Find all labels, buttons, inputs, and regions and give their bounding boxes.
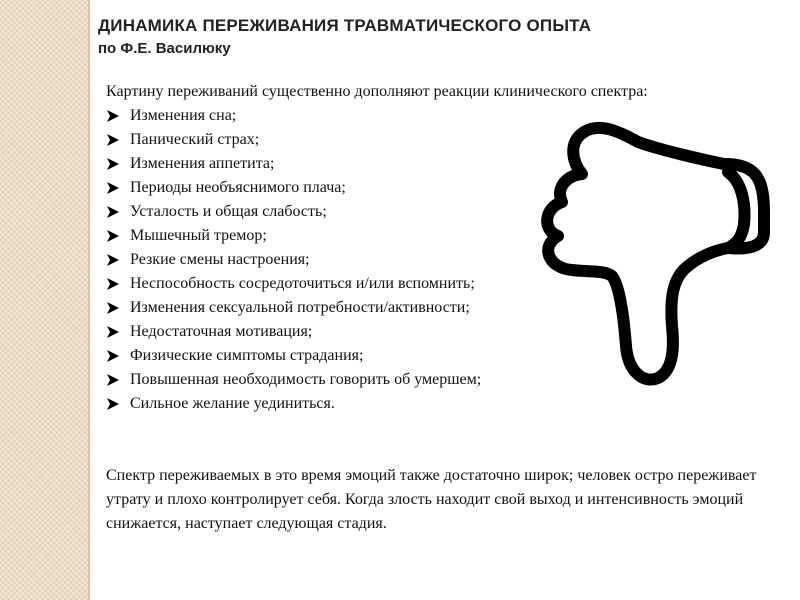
arrow-bullet-icon bbox=[106, 229, 120, 243]
arrow-bullet-icon bbox=[106, 325, 120, 339]
list-item-text: Усталость и общая слабость; bbox=[130, 203, 327, 220]
list-item-text: Изменения сексуальной потребности/активности; bbox=[130, 299, 470, 316]
list-item-text: Сильное желание уединиться. bbox=[130, 395, 335, 412]
arrow-bullet-icon bbox=[106, 349, 120, 363]
list-item-text: Повышенная необходимость говорить об умершем; bbox=[130, 371, 482, 388]
side-divider bbox=[88, 0, 90, 600]
title-line-2: по Ф.Е. Василюку bbox=[98, 40, 231, 57]
arrow-bullet-icon bbox=[106, 181, 120, 195]
arrow-bullet-icon bbox=[106, 253, 120, 267]
list-item-text: Мышечный тремор; bbox=[130, 227, 267, 244]
list-item-text: Неспособность сосредоточиться и/или вспомнить; bbox=[130, 275, 475, 292]
decorative-side-strip bbox=[0, 0, 88, 600]
list-item bbox=[106, 392, 786, 416]
list-item-text: Изменения аппетита; bbox=[130, 155, 275, 172]
list-item-text: Панический страх; bbox=[130, 131, 260, 148]
list-item-text: Физические симптомы страдания; bbox=[130, 347, 364, 364]
list-item-text: Изменения сна; bbox=[130, 107, 237, 124]
arrow-bullet-icon bbox=[106, 157, 120, 171]
arrow-bullet-icon bbox=[106, 205, 120, 219]
list-item-text: Резкие смены настроения; bbox=[130, 251, 310, 268]
slide-title bbox=[98, 14, 788, 60]
list-item-text: Периоды необъяснимого плача; bbox=[130, 179, 346, 196]
arrow-bullet-icon bbox=[106, 373, 120, 387]
arrow-bullet-icon bbox=[106, 397, 120, 411]
title-line-1: ДИНАМИКА ПЕРЕЖИВАНИЯ ТРАВМАТИЧЕСКОГО ОПЫТА bbox=[98, 16, 592, 35]
arrow-bullet-icon bbox=[106, 133, 120, 147]
arrow-bullet-icon bbox=[106, 277, 120, 291]
arrow-bullet-icon bbox=[106, 301, 120, 315]
intro-paragraph: Картину переживаний существенно дополняют реакции клинического спектра: bbox=[106, 83, 648, 100]
arrow-bullet-icon bbox=[106, 109, 120, 123]
thumbs-down-icon bbox=[528, 120, 780, 390]
outro-paragraph: Спектр переживаемых в это время эмоций также достаточно широк; человек остро переживает утрату и плохо контролирует себя. Когда злость находит свой выход и интенсивность эмоций снижается, наступает следующая стадия. bbox=[106, 467, 757, 532]
list-item-text: Недостаточная мотивация; bbox=[130, 323, 313, 340]
